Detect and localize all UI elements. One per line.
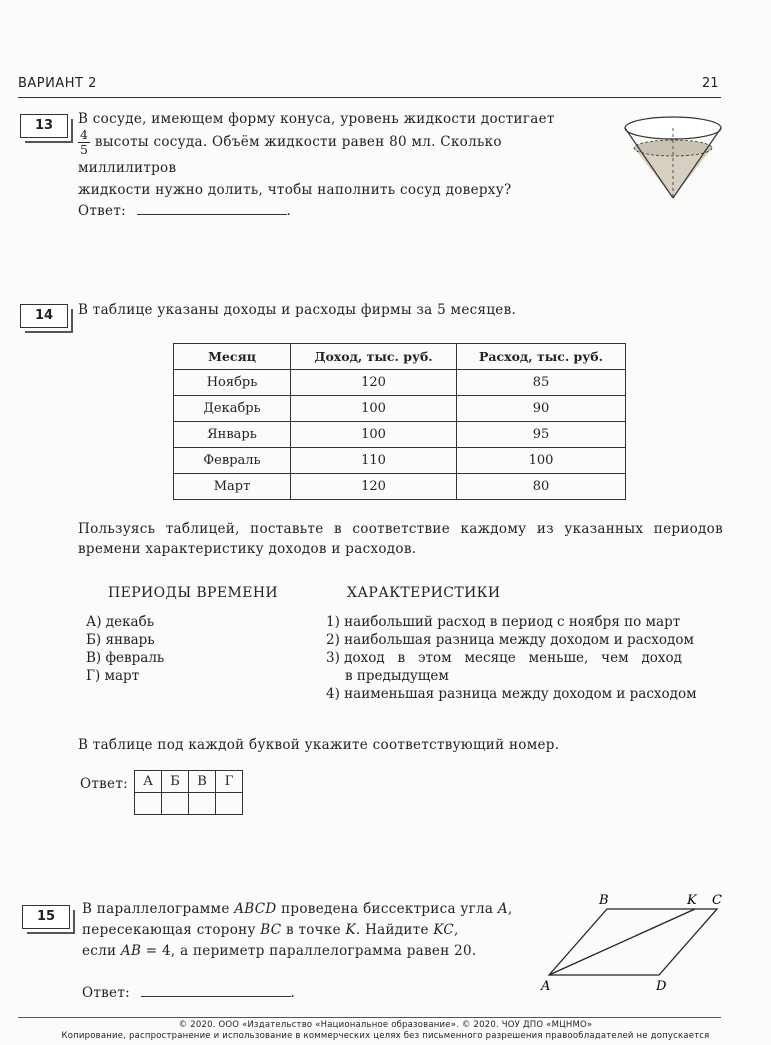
cone-figure [612,108,724,204]
answer-letter: А [135,771,162,793]
table-cell: 120 [291,474,457,500]
page-number: 21 [702,76,719,91]
footer-license: Копирование, распространение и использование в коммерческих целях без письменного разрешения правообладателей не допускается [61,1031,710,1041]
q13-answer-field[interactable] [137,200,287,215]
table-cell: 100 [291,422,457,448]
table-cell: 100 [457,448,626,474]
table-cell: Декабрь [174,396,291,422]
table-cell: 95 [457,422,626,448]
answer-cell-v[interactable] [189,793,216,815]
list-item: 3) доход в этом месяце меньше, чем доход [326,650,682,666]
table-row [174,422,626,448]
table-header-row [174,344,626,370]
variant-label: ВАРИАНТ 2 [18,76,97,91]
bisector-ak [549,909,695,975]
label-k: K [687,893,697,908]
table-cell: 120 [291,370,457,396]
q13-line1: В сосуде, имеющем форму конуса, уровень жидкости достигает [78,111,555,127]
q13-answer-row: Ответ: . [78,200,291,222]
q13-fraction: $\frac{4}{5}$ [80,127,89,157]
list-item-continuation: в предыдущем [345,668,449,684]
q15-answer-row: Ответ: . [82,982,295,1004]
label-a: A [541,979,551,994]
income-expense-table [173,343,626,500]
characteristics-list [326,613,721,703]
periods-title: ПЕРИОДЫ ВРЕМЕНИ [108,585,279,601]
table-cell: Март [174,474,291,500]
q14-instruction [78,519,723,559]
table-header-cell: Доход, тыс. руб. [291,344,457,370]
header-divider [18,97,721,98]
table-cell: 110 [291,448,457,474]
q15-line2: пересекающая сторону BC в точке K. Найдите KC, [82,922,459,938]
table-header-cell: Расход, тыс. руб. [457,344,626,370]
list-item: Б) январь [86,632,155,648]
q14-table-instruction: В таблице под каждой буквой укажите соответствующий номер. [78,737,560,753]
q13-answer-label: Ответ: [78,203,126,219]
answer-letters-row [135,771,243,793]
table-cell: 90 [457,396,626,422]
list-item: Г) март [86,668,140,684]
question-15-text [82,899,532,962]
q14-instruction-line1: Пользуясь таблицей, поставьте в соответствие каждому из указанных периодов [78,521,723,537]
periods-list [86,613,164,685]
answer-cell-a[interactable] [135,793,162,815]
answer-cell-g[interactable] [216,793,243,815]
table-cell: 100 [291,396,457,422]
table-row [174,370,626,396]
answer-letter: В [189,771,216,793]
question-14-number: 14 [20,304,68,328]
characteristics-title: ХАРАКТЕРИСТИКИ [347,585,501,601]
list-item: А) декабь [86,614,155,630]
q15-answer-label: Ответ: [82,985,130,1001]
q15-line1: В параллелограмме ABCD проведена биссектриса угла A, [82,901,513,917]
label-d: D [656,979,667,994]
list-item: 2) наибольшая разница между доходом и расходом [326,632,694,648]
list-item: 4) наименьшая разница между доходом и расходом [326,686,697,702]
question-13-number: 13 [20,114,68,138]
table-cell: Январь [174,422,291,448]
table-cell: 85 [457,370,626,396]
table-row [174,474,626,500]
q13-line3: жидкости нужно долить, чтобы наполнить сосуд доверху? [78,182,512,198]
answer-letter: Г [216,771,243,793]
q14-instruction-line2: времени характеристику доходов и расходов. [78,541,417,557]
table-cell: 80 [457,474,626,500]
q15-answer-field[interactable] [141,982,291,997]
q14-intro: В таблице указаны доходы и расходы фирмы за 5 месяцев. [78,302,517,318]
answer-inputs-row [135,793,243,815]
parallelogram-figure [535,890,735,995]
label-c: C [712,893,722,908]
q15-line3: если AB = 4, а периметр параллелограмма равен 20. [82,943,477,959]
footer-divider [18,1017,721,1018]
footer-copyright: © 2020. ООО «Издательство «Национальное образование». © 2020. ЧОУ ДПО «МЦНМО» [178,1020,593,1030]
table-row [174,448,626,474]
parallelogram-abcd [549,909,717,975]
list-item: В) февраль [86,650,165,666]
table-cell: Ноябрь [174,370,291,396]
table-row [174,396,626,422]
answer-cell-b[interactable] [162,793,189,815]
label-b: B [599,893,609,908]
q14-answer-label: Ответ: [80,776,128,792]
list-item: 1) наибольший расход в период с ноября по март [326,614,681,630]
table-cell: Февраль [174,448,291,474]
question-15-number: 15 [22,905,70,929]
answer-letter: Б [162,771,189,793]
q14-answer-table [134,770,243,815]
table-header-cell: Месяц [174,344,291,370]
q13-line2: высоты сосуда. Объём жидкости равен 80 мл. Сколько миллилитров [78,134,502,176]
question-13-text [78,108,598,201]
